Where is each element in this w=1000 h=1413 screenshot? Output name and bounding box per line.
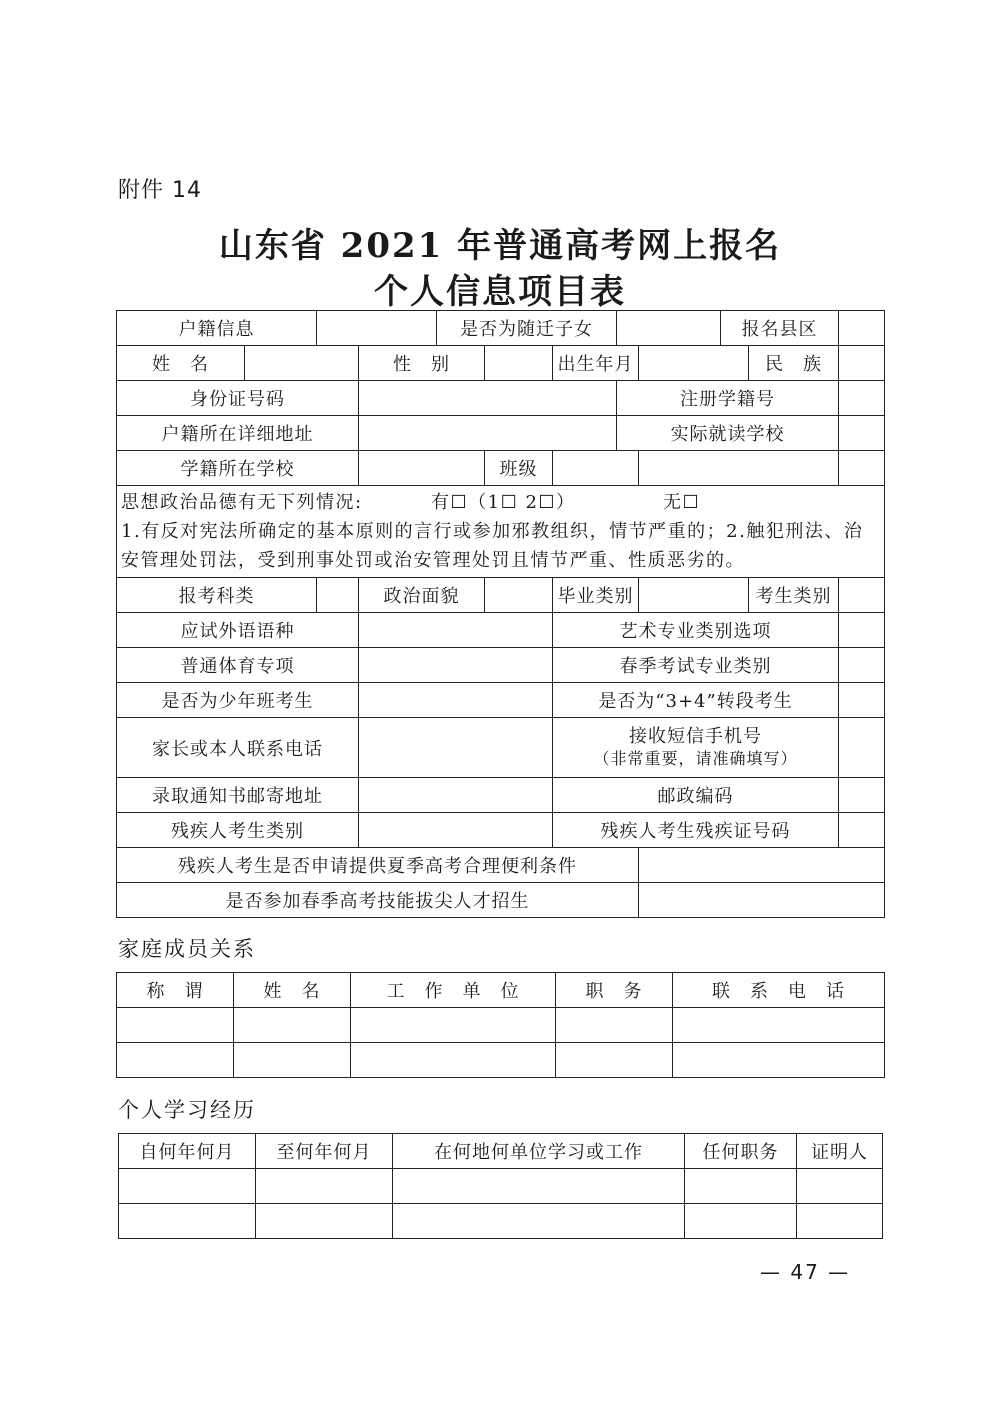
study-section-title: 个人学习经历 — [118, 1098, 256, 1122]
table-cell[interactable] — [351, 1008, 556, 1043]
three-four-value[interactable] — [839, 683, 885, 718]
sms-phone-label — [553, 718, 839, 778]
table-cell[interactable] — [673, 1008, 885, 1043]
spring-value[interactable] — [839, 648, 885, 683]
disability-condition-label: 残疾人考生是否申请提供夏季高考合理便利条件 — [117, 848, 639, 883]
sms-phone-note: （非常重要，请准确填写） — [593, 748, 798, 768]
conduct-description: 1.有反对宪法所确定的基本原则的言行或参加邪教组织，情节严重的；2.触犯刑法、治安管理处罚法，受到刑事处罚或治安管理处罚且情节严重、性质恶劣的。 — [121, 521, 864, 571]
family-header-employer: 工 作 单 位 — [351, 973, 556, 1008]
disability-condition-value[interactable] — [639, 848, 885, 883]
name-value[interactable] — [245, 346, 359, 381]
birth-label: 出生年月 — [553, 346, 639, 381]
language-label: 应试外语语种 — [117, 613, 359, 648]
family-header-name: 姓 名 — [234, 973, 351, 1008]
study-table — [118, 1133, 883, 1239]
study-header-witness: 证明人 — [797, 1134, 883, 1169]
political-label: 政治面貌 — [359, 578, 485, 613]
subject-value[interactable] — [317, 578, 359, 613]
page-title: 山东省 2021 年普通高考网上报名 — [218, 226, 782, 266]
migrant-value[interactable] — [617, 311, 721, 346]
contact-phone-value[interactable] — [359, 718, 553, 778]
page-number: — 47 — — [760, 1260, 851, 1284]
study-header-position: 任何职务 — [685, 1134, 797, 1169]
language-value[interactable] — [359, 613, 553, 648]
table-cell[interactable] — [393, 1169, 685, 1204]
school-value[interactable] — [839, 416, 885, 451]
table-cell[interactable] — [797, 1204, 883, 1239]
xj-school-label: 学籍所在学校 — [117, 451, 359, 486]
hukou-label: 户籍信息 — [117, 311, 317, 346]
three-four-label: 是否为“3+4”转段考生 — [553, 683, 839, 718]
page-subtitle: 个人信息项目表 — [374, 272, 626, 312]
table-cell[interactable] — [556, 1043, 673, 1078]
examtype-value[interactable] — [839, 578, 885, 613]
family-header-position: 职 务 — [556, 973, 673, 1008]
sms-phone-title: 接收短信手机号 — [629, 725, 763, 747]
table-cell[interactable] — [119, 1169, 256, 1204]
political-value[interactable] — [485, 578, 553, 613]
mail-address-value[interactable] — [359, 778, 553, 813]
family-table — [116, 972, 885, 1078]
table-cell[interactable] — [256, 1169, 393, 1204]
class-label: 班级 — [485, 451, 553, 486]
conduct-no-checkbox[interactable]: 无☐ — [663, 492, 701, 513]
pe-value[interactable] — [359, 648, 553, 683]
disability-type-label: 残疾人考生类别 — [117, 813, 359, 848]
examtype-label: 考生类别 — [749, 578, 839, 613]
migrant-label: 是否为随迁子女 — [437, 311, 617, 346]
grad-label: 毕业类别 — [553, 578, 639, 613]
address-label: 户籍所在详细地址 — [117, 416, 359, 451]
table-cell[interactable] — [393, 1204, 685, 1239]
table-cell[interactable] — [234, 1008, 351, 1043]
school-label: 实际就读学校 — [617, 416, 839, 451]
ethnic-label: 民 族 — [749, 346, 839, 381]
id-label: 身份证号码 — [117, 381, 359, 416]
table-cell[interactable] — [556, 1008, 673, 1043]
gender-value[interactable] — [485, 346, 553, 381]
address-value[interactable] — [359, 416, 617, 451]
gender-label: 性 别 — [359, 346, 485, 381]
grad-value[interactable] — [639, 578, 749, 613]
spring-label: 春季考试专业类别 — [553, 648, 839, 683]
birth-value[interactable] — [639, 346, 749, 381]
registration-form-table — [116, 310, 885, 918]
table-cell[interactable] — [256, 1204, 393, 1239]
family-section-title: 家庭成员关系 — [118, 937, 256, 961]
youth-class-label: 是否为少年班考生 — [117, 683, 359, 718]
regno-value[interactable] — [839, 381, 885, 416]
study-header-to: 至何年何月 — [256, 1134, 393, 1169]
table-cell[interactable] — [685, 1169, 797, 1204]
table-cell[interactable] — [119, 1204, 256, 1239]
family-header-relation: 称 谓 — [117, 973, 234, 1008]
art-label: 艺术专业类别选项 — [553, 613, 839, 648]
conduct-yes-checkbox[interactable]: 有☐（1☐ 2☐） — [431, 492, 576, 513]
disability-cert-label: 残疾人考生残疾证号码 — [553, 813, 839, 848]
regno-label: 注册学籍号 — [617, 381, 839, 416]
table-cell[interactable] — [117, 1043, 234, 1078]
contact-phone-label: 家长或本人联系电话 — [117, 718, 359, 778]
xj-school-value[interactable] — [359, 451, 485, 486]
table-cell[interactable] — [234, 1043, 351, 1078]
political-conduct-section — [117, 486, 885, 578]
disability-type-value[interactable] — [359, 813, 553, 848]
hukou-value[interactable] — [317, 311, 437, 346]
name-label: 姓 名 — [117, 346, 245, 381]
skill-talent-label: 是否参加春季高考技能拔尖人才招生 — [117, 883, 639, 918]
family-header-phone: 联 系 电 话 — [673, 973, 885, 1008]
study-header-place: 在何地何单位学习或工作 — [393, 1134, 685, 1169]
table-cell[interactable] — [673, 1043, 885, 1078]
sms-phone-value[interactable] — [839, 718, 885, 778]
subject-label: 报考科类 — [117, 578, 317, 613]
extra-cell-2[interactable] — [839, 451, 885, 486]
study-header-from: 自何年何月 — [119, 1134, 256, 1169]
youth-class-value[interactable] — [359, 683, 553, 718]
disability-cert-value[interactable] — [839, 813, 885, 848]
extra-cell[interactable] — [639, 451, 839, 486]
zip-label: 邮政编码 — [553, 778, 839, 813]
skill-talent-value[interactable] — [639, 883, 885, 918]
conduct-question: 思想政治品德有无下列情况: — [121, 492, 363, 513]
table-cell[interactable] — [685, 1204, 797, 1239]
zip-value[interactable] — [839, 778, 885, 813]
ethnic-value[interactable] — [839, 346, 885, 381]
pe-label: 普通体育专项 — [117, 648, 359, 683]
class-value[interactable] — [553, 451, 639, 486]
id-value[interactable] — [359, 381, 617, 416]
table-cell[interactable] — [797, 1169, 883, 1204]
mail-address-label: 录取通知书邮寄地址 — [117, 778, 359, 813]
attachment-label: 附件 14 — [118, 178, 202, 203]
county-label: 报名县区 — [721, 311, 839, 346]
table-cell[interactable] — [117, 1008, 234, 1043]
art-value[interactable] — [839, 613, 885, 648]
county-value[interactable] — [839, 311, 885, 346]
table-cell[interactable] — [351, 1043, 556, 1078]
